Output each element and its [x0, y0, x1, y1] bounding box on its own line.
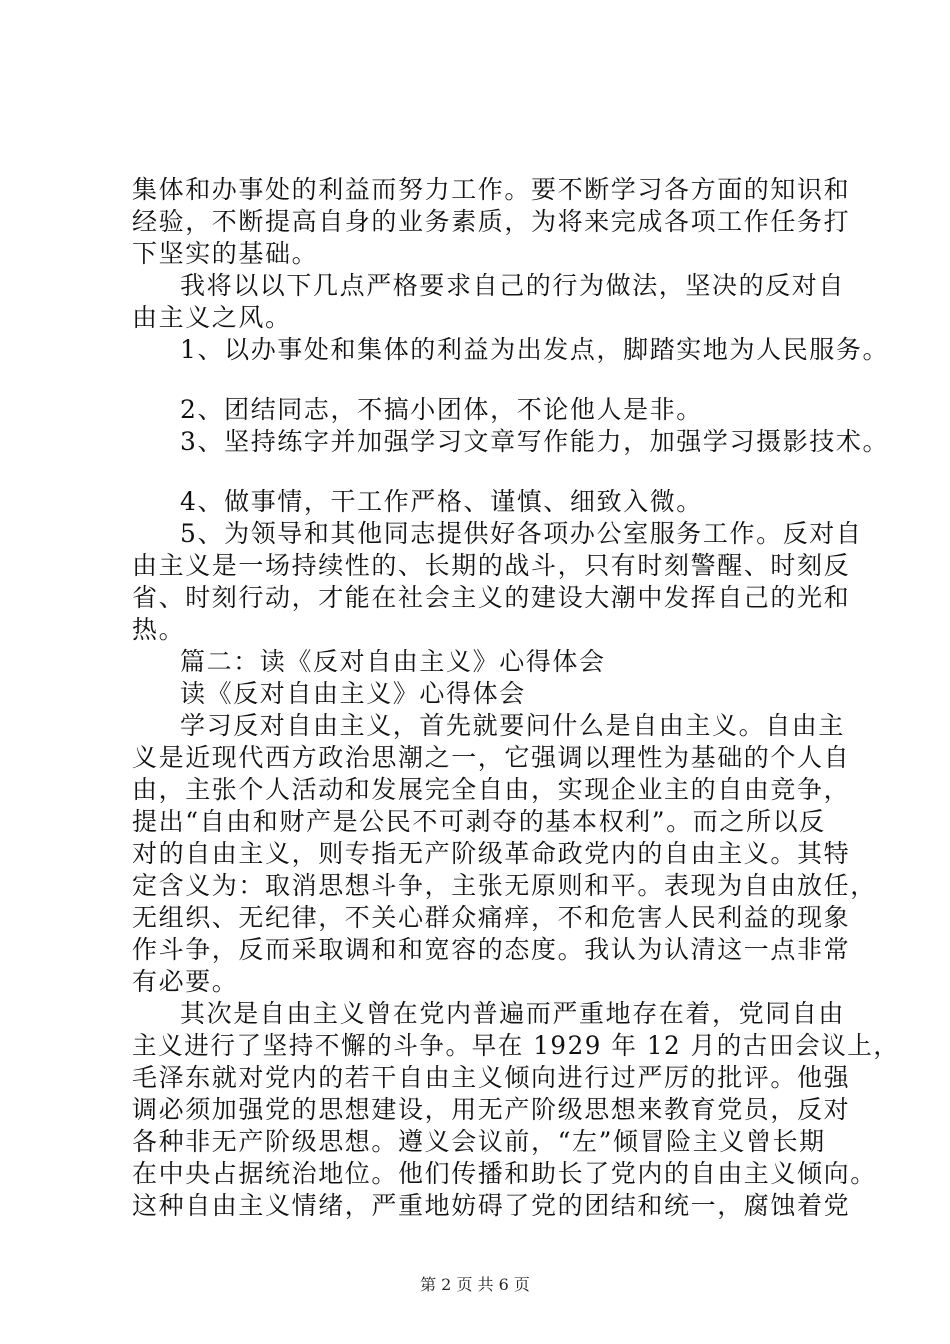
list-item: 3、坚持练字并加强学习文章写作能力，加强学习摄影技术。 [180, 427, 890, 456]
list-item: 2、团结同志，不搞小团体，不论他人是非。 [180, 395, 703, 424]
list-item: 4、做事情，干工作严格、谨慎、细致入微。 [180, 487, 703, 516]
text-line: 这种自由主义情绪，严重地妨碍了党的团结和统一，腐蚀着党 [132, 1191, 851, 1220]
text-line: 毛泽东就对党内的若干自由主义倾向进行过严厉的批评。他强 [132, 1063, 851, 1092]
text-line: 有必要。 [132, 967, 239, 996]
text-line: 经验，不断提高自身的业务素质，为将来完成各项工作任务打 [132, 207, 851, 236]
text-line: 提出“自由和财产是公民不可剥夺的基本权利”。而之所以反 [132, 807, 826, 836]
article-title: 读《反对自由主义》心得体会 [180, 679, 526, 708]
text-line: 各种非无产阶级思想。遵义会议前，“左”倾冒险主义曾长期 [132, 1127, 826, 1156]
text-line: 无组织、无纪律，不关心群众痛痒，不和危害人民利益的现象 [132, 903, 851, 932]
page-number-footer: 第 2 页 共 6 页 [420, 1275, 530, 1294]
text-line: 其次是自由主义曾在党内普遍而严重地存在着，党同自由 [180, 999, 846, 1028]
section-heading: 篇二：读《反对自由主义》心得体会 [180, 647, 606, 676]
text-line: 学习反对自由主义，首先就要问什么是自由主义。自由主 [180, 711, 846, 740]
text-line: 由，主张个人活动和发展完全自由，实现企业主的自由竞争， [132, 775, 851, 804]
list-item: 5、为领导和其他同志提供好各项办公室服务工作。反对自 [180, 519, 863, 548]
text-line: 省、时刻行动，才能在社会主义的建设大潮中发挥自己的光和 [132, 583, 851, 612]
list-item: 1、以办事处和集体的利益为出发点，脚踏实地为人民服务。 [180, 335, 890, 364]
text-line: 我将以以下几点严格要求自己的行为做法，坚决的反对自 [180, 271, 846, 300]
text-line: 主义进行了坚持不懈的斗争。早在 1929 年 12 月的古田会议上， [132, 1031, 900, 1060]
text-line: 调必须加强党的思想建设，用无产阶级思想来教育党员，反对 [132, 1095, 851, 1124]
text-line: 集体和办事处的利益而努力工作。要不断学习各方面的知识和 [132, 175, 851, 204]
text-line: 对的自由主义，则专指无产阶级革命政党内的自由主义。其特 [132, 839, 851, 868]
text-line: 在中央占据统治地位。他们传播和助长了党内的自由主义倾向。 [132, 1159, 877, 1188]
text-line: 定含义为：取消思想斗争，主张无原则和平。表现为自由放任， [132, 871, 877, 900]
text-line: 热。 [132, 615, 186, 644]
text-line: 下坚实的基础。 [132, 239, 319, 268]
text-line: 作斗争，反而采取调和和宽容的态度。我认为认清这一点非常 [132, 935, 851, 964]
text-line: 由主义之风。 [132, 303, 292, 332]
text-line: 义是近现代西方政治思潮之一，它强调以理性为基础的个人自 [132, 743, 851, 772]
text-line: 由主义是一场持续性的、长期的战斗，只有时刻警醒、时刻反 [132, 551, 851, 580]
